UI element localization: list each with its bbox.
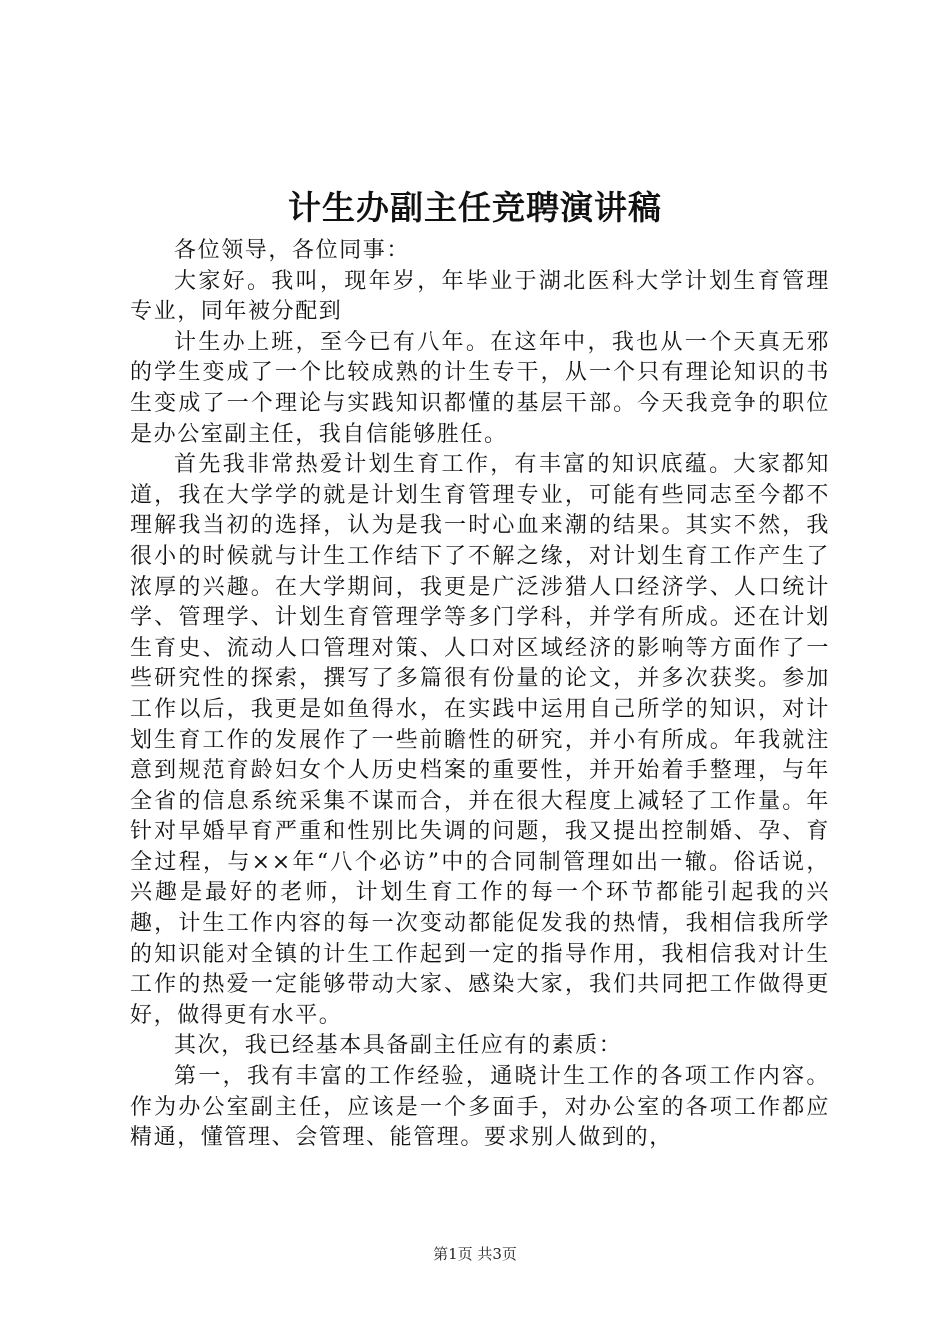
paragraph-greeting: 各位领导，各位同事：	[174, 238, 411, 263]
document-title: 计生办副主任竞聘演讲稿	[288, 188, 662, 227]
paragraph-introduction: 大家好。我叫，现年岁，年毕业于湖北医科大学计划生育管理专业，同年被分配到	[130, 268, 830, 325]
paragraph-passion-knowledge: 首先我非常热爱计划生育工作，有丰富的知识底蕴。大家都知道，我在大学学的就是计划生育管理专业，可能有些同志至今都不理解我当初的选择，认为是我一时心血来潮的结果。其实不然，我很小的时候就与计生工作结下了不解之缘，对计划生育工作产生了浓厚的兴趣。在大学期间，我更是广泛涉猎人口经济学、人口统计学、管理学、计划生育管理学等多门学科，并学有所成。还在计划生育史、流动人口管理对策、人口对区域经济的影响等方面作了一些研究性的探索，撰写了多篇很有份量的论文，并多次获奖。参加工作以后，我更是如鱼得水，在实践中运用自己所学的知识，对计划生育工作的发展作了一些前瞻性的研究，并小有所成。年我就注意到规范育龄妇女个人历史档案的重要性，并开始着手整理，与年全省的信息系统采集不谋而合，并在很大程度上减轻了工作量。年针对早婚早育严重和性别比失调的问题，我又提出控制婚、孕、育全过程，与××年“八个必访”中的合同制管理如出一辙。俗话说，兴趣是最好的老师，计划生育工作的每一个环节都能引起我的兴趣，计生工作内容的每一次变动都能促发我的热情，我相信我所学的知识能对全镇的计生工作起到一定的指导作用，我相信我对计生工作的热爱一定能够带动大家、感染大家，我们共同把工作做得更好，做得更有水平。	[130, 452, 830, 1028]
paragraph-work-history: 计生办上班，至今已有八年。在这年中，我也从一个天真无邪的学生变成了一个比较成熟的计生专干，从一个只有理论知识的书生变成了一个理论与实践知识都懂的基层干部。今天我竞争的职位是办公室副主任，我自信能够胜任。	[130, 329, 830, 447]
paragraph-first-point: 第一，我有丰富的工作经验，通晓计生工作的各项工作内容。作为办公室副主任，应该是一个多面手，对办公室的各项工作都应精通，懂管理、会管理、能管理。要求别人做到的，	[130, 1064, 830, 1151]
page-number-footer: 第1页 共3页	[433, 1245, 517, 1263]
paragraph-qualities-intro: 其次，我已经基本具备副主任应有的素质：	[174, 1033, 623, 1059]
document-body	[130, 236, 830, 1154]
